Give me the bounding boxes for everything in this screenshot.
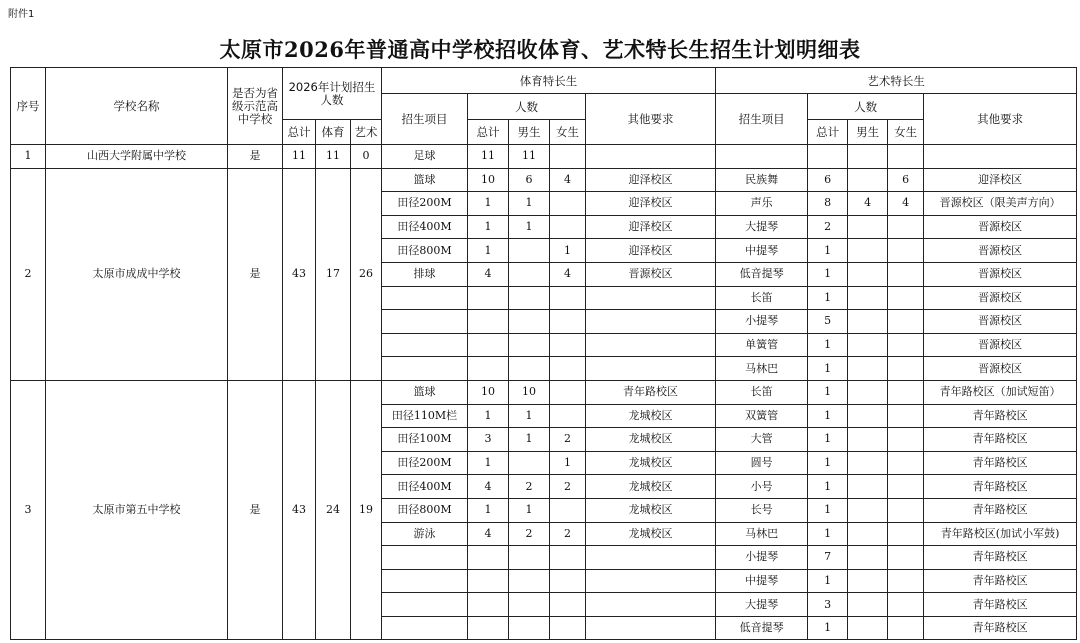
art-male	[848, 380, 888, 404]
sports-female	[550, 145, 586, 169]
art-other: 青年路校区	[924, 569, 1077, 593]
art-female	[888, 404, 924, 428]
sports-item: 排球	[382, 262, 468, 286]
art-female: 4	[888, 192, 924, 216]
art-female	[888, 522, 924, 546]
art-item: 声乐	[716, 192, 808, 216]
art-total: 1	[808, 569, 848, 593]
art-item: 单簧管	[716, 333, 808, 357]
sports-female: 4	[550, 262, 586, 286]
art-male	[848, 333, 888, 357]
sports-female	[550, 404, 586, 428]
art-total	[808, 145, 848, 169]
sports-other: 迎泽校区	[586, 239, 716, 263]
sports-other: 龙城校区	[586, 404, 716, 428]
plan-art: 0	[351, 145, 382, 169]
sports-male: 10	[509, 380, 550, 404]
plan-art: 26	[351, 168, 382, 380]
art-other: 晋源校区（限美声方向）	[924, 192, 1077, 216]
art-other: 晋源校区	[924, 215, 1077, 239]
art-male	[848, 475, 888, 499]
col-header-sports-total: 总计	[468, 120, 509, 145]
art-other: 迎泽校区	[924, 168, 1077, 192]
sports-item	[382, 286, 468, 310]
sports-female	[550, 546, 586, 570]
art-male	[848, 262, 888, 286]
sports-male: 1	[509, 192, 550, 216]
school-seq: 3	[11, 380, 46, 640]
art-female	[888, 498, 924, 522]
sports-female	[550, 616, 586, 640]
art-other: 青年路校区（加试短笛）	[924, 380, 1077, 404]
sports-item: 篮球	[382, 380, 468, 404]
art-male	[848, 428, 888, 452]
sports-other	[586, 286, 716, 310]
sports-other: 龙城校区	[586, 522, 716, 546]
sports-male	[509, 286, 550, 310]
sports-item: 田径100M	[382, 428, 468, 452]
sports-total: 4	[468, 262, 509, 286]
art-total: 1	[808, 380, 848, 404]
col-header-art-female: 女生	[888, 120, 924, 145]
art-total: 1	[808, 333, 848, 357]
col-header-art-other: 其他要求	[924, 94, 1077, 145]
col-header-sports-female: 女生	[550, 120, 586, 145]
header-row-1	[11, 68, 1077, 94]
art-item: 长笛	[716, 380, 808, 404]
col-header-plan-total: 总计	[283, 120, 316, 145]
sports-total: 10	[468, 168, 509, 192]
art-item: 大管	[716, 428, 808, 452]
art-other: 晋源校区	[924, 262, 1077, 286]
art-item: 大提琴	[716, 593, 808, 617]
school-demo-flag: 是	[228, 168, 283, 380]
sports-female	[550, 498, 586, 522]
sports-male	[509, 546, 550, 570]
art-other: 晋源校区	[924, 286, 1077, 310]
sports-female	[550, 357, 586, 381]
art-other: 青年路校区	[924, 428, 1077, 452]
sports-total: 11	[468, 145, 509, 169]
sports-female	[550, 569, 586, 593]
sports-other: 迎泽校区	[586, 168, 716, 192]
art-male	[848, 168, 888, 192]
sports-item: 田径200M	[382, 451, 468, 475]
art-total: 8	[808, 192, 848, 216]
sports-other: 龙城校区	[586, 475, 716, 499]
art-total: 1	[808, 475, 848, 499]
sports-other	[586, 310, 716, 334]
sports-other	[586, 145, 716, 169]
sports-other: 晋源校区	[586, 262, 716, 286]
art-other: 青年路校区	[924, 546, 1077, 570]
sports-total: 1	[468, 498, 509, 522]
art-male	[848, 145, 888, 169]
plan-sports: 17	[316, 168, 351, 380]
table-row	[11, 168, 1077, 192]
sports-male: 2	[509, 522, 550, 546]
sports-female: 1	[550, 239, 586, 263]
art-item: 中提琴	[716, 569, 808, 593]
sports-total: 4	[468, 475, 509, 499]
sports-total: 1	[468, 239, 509, 263]
art-other: 青年路校区	[924, 593, 1077, 617]
art-item: 大提琴	[716, 215, 808, 239]
sports-item	[382, 333, 468, 357]
art-male	[848, 593, 888, 617]
sports-male: 1	[509, 498, 550, 522]
sports-item	[382, 569, 468, 593]
art-total: 5	[808, 310, 848, 334]
sports-other	[586, 357, 716, 381]
art-female	[888, 286, 924, 310]
art-female	[888, 215, 924, 239]
sports-item	[382, 310, 468, 334]
art-item: 马林巴	[716, 357, 808, 381]
sports-total	[468, 616, 509, 640]
plan-total: 43	[283, 380, 316, 640]
art-female	[888, 262, 924, 286]
sports-total: 1	[468, 404, 509, 428]
sports-item: 田径110M栏	[382, 404, 468, 428]
art-item: 马林巴	[716, 522, 808, 546]
sports-item	[382, 593, 468, 617]
sports-total: 1	[468, 451, 509, 475]
art-other	[924, 145, 1077, 169]
art-male	[848, 569, 888, 593]
sports-male: 1	[509, 428, 550, 452]
art-female	[888, 145, 924, 169]
sports-male	[509, 616, 550, 640]
art-male	[848, 451, 888, 475]
sports-total: 1	[468, 192, 509, 216]
col-header-art-male: 男生	[848, 120, 888, 145]
sports-other	[586, 569, 716, 593]
sports-item: 田径400M	[382, 475, 468, 499]
sports-item: 田径800M	[382, 239, 468, 263]
art-male	[848, 239, 888, 263]
art-item: 小提琴	[716, 546, 808, 570]
school-name: 山西大学附属中学校	[46, 145, 228, 169]
table-row	[11, 380, 1077, 404]
sports-other: 青年路校区	[586, 380, 716, 404]
sports-male	[509, 333, 550, 357]
art-male	[848, 404, 888, 428]
school-demo-flag: 是	[228, 380, 283, 640]
sports-item: 田径200M	[382, 192, 468, 216]
art-item: 中提琴	[716, 239, 808, 263]
school-seq: 2	[11, 168, 46, 380]
sports-female: 2	[550, 428, 586, 452]
art-total: 1	[808, 357, 848, 381]
sports-female: 2	[550, 522, 586, 546]
art-female	[888, 239, 924, 263]
school-name: 太原市成成中学校	[46, 168, 228, 380]
art-male	[848, 310, 888, 334]
sports-total: 4	[468, 522, 509, 546]
sports-female: 4	[550, 168, 586, 192]
sports-total	[468, 286, 509, 310]
art-male	[848, 546, 888, 570]
sports-other: 龙城校区	[586, 498, 716, 522]
admission-plan-table	[10, 67, 1077, 640]
art-female	[888, 428, 924, 452]
art-other: 晋源校区	[924, 310, 1077, 334]
art-item: 长号	[716, 498, 808, 522]
col-header-seq: 序号	[11, 68, 46, 145]
art-total: 1	[808, 404, 848, 428]
attachment-label: 附件1	[8, 9, 35, 20]
sports-male: 11	[509, 145, 550, 169]
art-total: 3	[808, 593, 848, 617]
art-total: 6	[808, 168, 848, 192]
art-item: 长笛	[716, 286, 808, 310]
art-other: 青年路校区	[924, 404, 1077, 428]
sports-item: 田径400M	[382, 215, 468, 239]
art-item: 小号	[716, 475, 808, 499]
art-male	[848, 616, 888, 640]
sports-other: 迎泽校区	[586, 192, 716, 216]
school-name: 太原市第五中学校	[46, 380, 228, 640]
art-female	[888, 546, 924, 570]
sports-item	[382, 546, 468, 570]
art-female	[888, 380, 924, 404]
sports-item: 游泳	[382, 522, 468, 546]
sports-other	[586, 616, 716, 640]
art-total: 1	[808, 286, 848, 310]
art-female	[888, 569, 924, 593]
art-female	[888, 593, 924, 617]
school-seq: 1	[11, 145, 46, 169]
art-item: 低音提琴	[716, 616, 808, 640]
sports-male: 1	[509, 215, 550, 239]
sports-total: 10	[468, 380, 509, 404]
sports-total	[468, 333, 509, 357]
col-header-sports-other: 其他要求	[586, 94, 716, 145]
art-total: 1	[808, 428, 848, 452]
art-item: 低音提琴	[716, 262, 808, 286]
sports-total	[468, 310, 509, 334]
art-female	[888, 475, 924, 499]
sports-item: 足球	[382, 145, 468, 169]
col-header-art-count: 人数	[808, 94, 924, 120]
sports-male	[509, 569, 550, 593]
art-item: 圆号	[716, 451, 808, 475]
sports-other: 龙城校区	[586, 428, 716, 452]
col-header-plan: 2026年计划招生人数	[283, 68, 382, 120]
art-total: 1	[808, 262, 848, 286]
art-female	[888, 357, 924, 381]
col-header-plan-sports: 体育	[316, 120, 351, 145]
sports-total	[468, 569, 509, 593]
art-other: 青年路校区	[924, 475, 1077, 499]
art-female	[888, 616, 924, 640]
art-female	[888, 333, 924, 357]
sports-female: 2	[550, 475, 586, 499]
table-row	[11, 145, 1077, 169]
sports-male: 2	[509, 475, 550, 499]
sports-total: 1	[468, 215, 509, 239]
art-total: 2	[808, 215, 848, 239]
col-header-art-total: 总计	[808, 120, 848, 145]
art-total: 1	[808, 451, 848, 475]
sports-total	[468, 546, 509, 570]
art-other: 青年路校区(加试小军鼓)	[924, 522, 1077, 546]
sports-male	[509, 239, 550, 263]
sports-female: 1	[550, 451, 586, 475]
art-male	[848, 522, 888, 546]
col-header-demo: 是否为省级示范高中学校	[228, 68, 283, 145]
art-female: 6	[888, 168, 924, 192]
sports-male	[509, 310, 550, 334]
plan-sports: 11	[316, 145, 351, 169]
art-male: 4	[848, 192, 888, 216]
art-other: 晋源校区	[924, 239, 1077, 263]
col-header-sports-male: 男生	[509, 120, 550, 145]
art-female	[888, 451, 924, 475]
plan-sports: 24	[316, 380, 351, 640]
col-header-art-group: 艺术特长生	[716, 68, 1077, 94]
sports-male: 6	[509, 168, 550, 192]
sports-other	[586, 593, 716, 617]
art-item	[716, 145, 808, 169]
art-total: 7	[808, 546, 848, 570]
document-title: 太原市2026年普通高中学校招收体育、艺术特长生招生计划明细表	[219, 37, 861, 62]
sports-male: 1	[509, 404, 550, 428]
art-total: 1	[808, 498, 848, 522]
art-other: 晋源校区	[924, 333, 1077, 357]
sports-female	[550, 333, 586, 357]
school-demo-flag: 是	[228, 145, 283, 169]
sports-item: 篮球	[382, 168, 468, 192]
sports-female	[550, 286, 586, 310]
art-total: 1	[808, 239, 848, 263]
sports-male	[509, 262, 550, 286]
art-item: 双簧管	[716, 404, 808, 428]
sports-female	[550, 593, 586, 617]
art-other: 青年路校区	[924, 616, 1077, 640]
art-male	[848, 286, 888, 310]
sports-female	[550, 310, 586, 334]
plan-total: 11	[283, 145, 316, 169]
sports-item	[382, 357, 468, 381]
art-total: 1	[808, 522, 848, 546]
sports-other	[586, 546, 716, 570]
col-header-sports-count: 人数	[468, 94, 586, 120]
sports-other: 龙城校区	[586, 451, 716, 475]
sports-item	[382, 616, 468, 640]
sports-male	[509, 357, 550, 381]
col-header-plan-art: 艺术	[351, 120, 382, 145]
art-item: 民族舞	[716, 168, 808, 192]
art-other: 青年路校区	[924, 451, 1077, 475]
art-other: 青年路校区	[924, 498, 1077, 522]
sports-other: 迎泽校区	[586, 215, 716, 239]
art-male	[848, 357, 888, 381]
sports-female	[550, 215, 586, 239]
art-item: 小提琴	[716, 310, 808, 334]
col-header-art-item: 招生项目	[716, 94, 808, 145]
art-female	[888, 310, 924, 334]
col-header-sports-group: 体育特长生	[382, 68, 716, 94]
sports-other	[586, 333, 716, 357]
col-header-sports-item: 招生项目	[382, 94, 468, 145]
sports-female	[550, 380, 586, 404]
sports-total	[468, 357, 509, 381]
col-header-school: 学校名称	[46, 68, 228, 145]
art-other: 晋源校区	[924, 357, 1077, 381]
art-male	[848, 215, 888, 239]
art-male	[848, 498, 888, 522]
art-total: 1	[808, 616, 848, 640]
sports-total	[468, 593, 509, 617]
sports-total: 3	[468, 428, 509, 452]
sports-male	[509, 593, 550, 617]
sports-item: 田径800M	[382, 498, 468, 522]
plan-art: 19	[351, 380, 382, 640]
sports-male	[509, 451, 550, 475]
sports-female	[550, 192, 586, 216]
plan-total: 43	[283, 168, 316, 380]
